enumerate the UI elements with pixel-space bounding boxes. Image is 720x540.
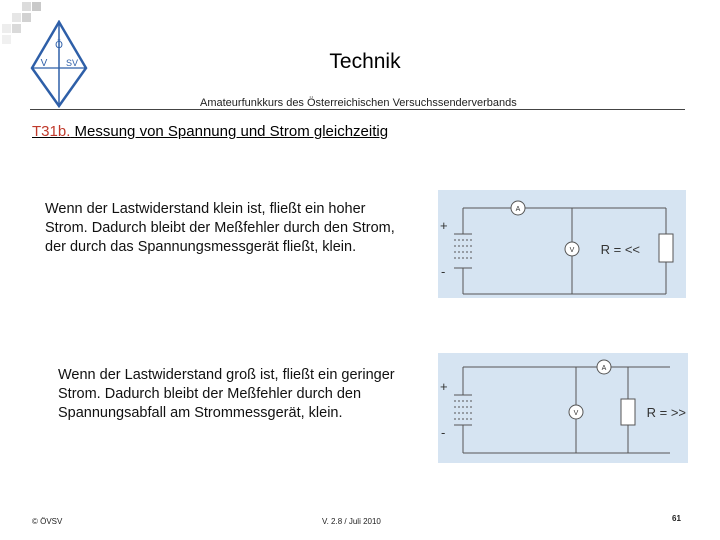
minus-terminal-label: - (441, 425, 446, 440)
ammeter-label: A (601, 365, 607, 372)
svg-text:Ö: Ö (55, 40, 63, 51)
svg-text:V: V (40, 58, 48, 69)
footer-page-number: 61 (672, 514, 681, 523)
ammeter-label: A (515, 206, 521, 213)
paragraph-low-resistance: Wenn der Lastwiderstand klein ist, fließt ein hoher Strom. Dadurch bleibt der Meßfehler durch den Strom, der durch das Spannungsmessgerät fließt, klein. (45, 201, 395, 255)
page-subtitle: Amateurfunkkurs des Österreichischen Versuchssenderverbands (200, 97, 517, 109)
resistance-label: R = << (600, 242, 640, 257)
section-title: Messung von Spannung und Strom gleichzeitig (74, 123, 389, 140)
svg-text:SV: SV (65, 58, 79, 68)
circuit-diagram-low-resistance (438, 190, 686, 298)
footer-version: V. 2.8 / Juli 2010 (322, 517, 381, 526)
footer-copyright: © ÖVSV (32, 517, 63, 526)
paragraph-high-resistance: Wenn der Lastwiderstand groß ist, fließt ein geringer Strom. Dadurch bleibt der Meßfehler durch den Spannungsabfall am Strommessgerät, klein. (58, 367, 395, 421)
voltmeter-label: V (569, 247, 575, 254)
resistance-label: R = >> (646, 405, 686, 420)
section-code: T31b. (32, 123, 71, 140)
header-divider (30, 109, 685, 110)
voltmeter-label: V (573, 410, 579, 417)
plus-terminal-label: + (440, 218, 448, 233)
page-title: Technik (329, 50, 401, 73)
minus-terminal-label: - (441, 264, 446, 279)
plus-terminal-label: + (440, 379, 448, 394)
section-heading (32, 123, 388, 140)
circuit-diagram-high-resistance (438, 353, 688, 463)
